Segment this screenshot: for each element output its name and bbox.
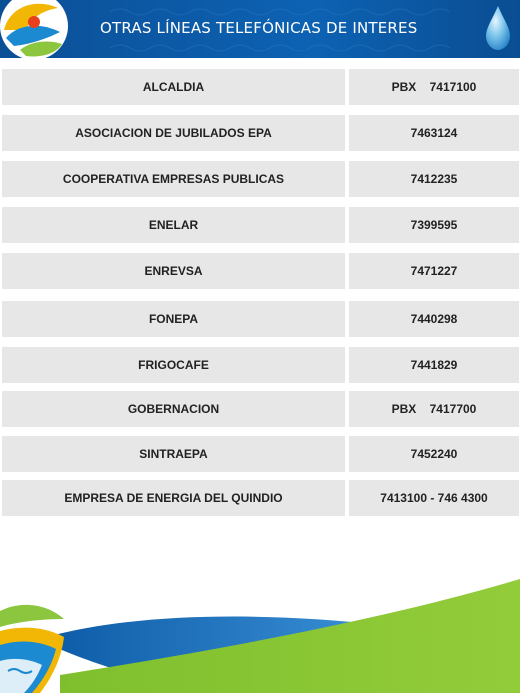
table-row [2, 301, 519, 337]
entity-name-cell: ALCALDIA [2, 69, 345, 105]
entity-name-cell: GOBERNACION [2, 391, 345, 427]
phone-number-cell: 7441829 [349, 347, 519, 383]
phone-number-cell: PBX 7417700 [349, 391, 519, 427]
footer-waves [0, 575, 520, 693]
table-row [2, 253, 519, 289]
entity-name-cell: ENELAR [2, 207, 345, 243]
header-banner [0, 0, 520, 58]
entity-name-cell: COOPERATIVA EMPRESAS PUBLICAS [2, 161, 345, 197]
table-row [2, 115, 519, 151]
phone-number-cell: 7463124 [349, 115, 519, 151]
phone-number-cell: 7471227 [349, 253, 519, 289]
entity-name-cell: ENREVSA [2, 253, 345, 289]
entity-name-cell: ASOCIACION DE JUBILADOS EPA [2, 115, 345, 151]
table-row [2, 480, 519, 516]
page-title: OTRAS LÍNEAS TELEFÓNICAS DE INTERES [100, 19, 418, 37]
phone-number-cell: 7412235 [349, 161, 519, 197]
phone-number-cell: 7452240 [349, 436, 519, 472]
phone-number-cell: 7440298 [349, 301, 519, 337]
entity-name-cell: FONEPA [2, 301, 345, 337]
table-row [2, 347, 519, 383]
entity-name-cell: SINTRAEPA [2, 436, 345, 472]
table-row [2, 69, 519, 105]
phone-number-cell: 7399595 [349, 207, 519, 243]
phone-number-cell: 7413100 - 746 4300 [349, 480, 519, 516]
footer-decoration [0, 575, 520, 693]
table-row [2, 436, 519, 472]
table-row [2, 161, 519, 197]
phone-number-cell: PBX 7417100 [349, 69, 519, 105]
entity-name-cell: FRIGOCAFE [2, 347, 345, 383]
table-row [2, 391, 519, 427]
table-row [2, 207, 519, 243]
entity-name-cell: EMPRESA DE ENERGIA DEL QUINDIO [2, 480, 345, 516]
